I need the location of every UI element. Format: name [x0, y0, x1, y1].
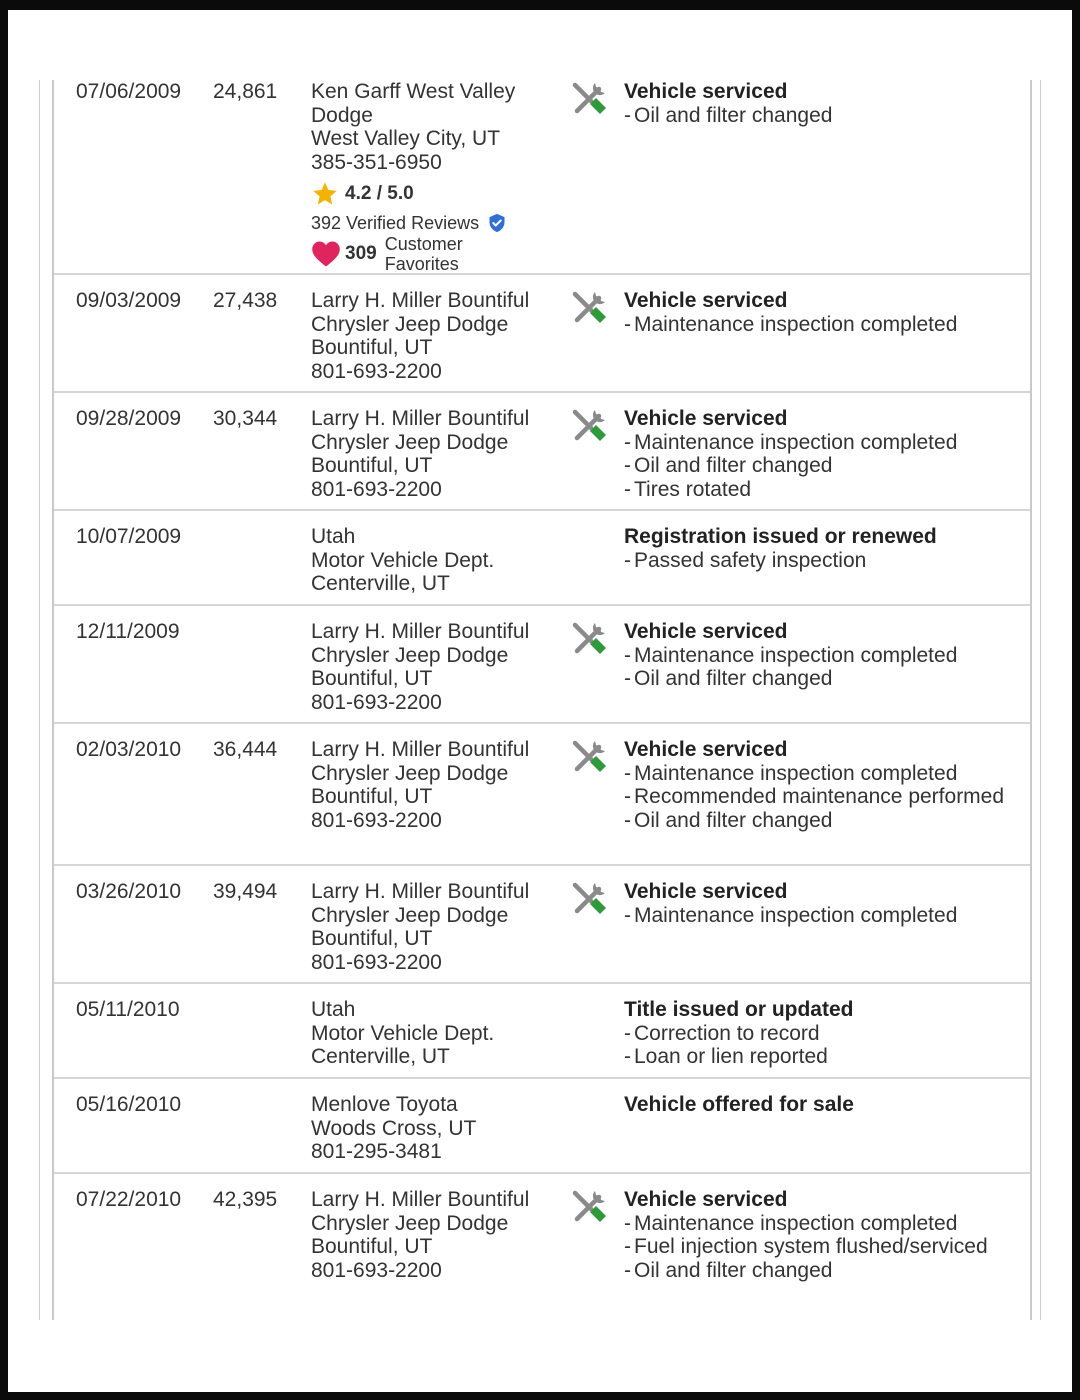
- detail-item: [624, 1235, 1024, 1259]
- service-tools-icon: [568, 878, 610, 920]
- favorites-label-line: Customer: [384, 234, 463, 254]
- detail-item-text: Recommended maintenance performed: [634, 785, 1005, 808]
- detail-item: [624, 762, 1024, 786]
- row-details: [624, 289, 1024, 336]
- source-line: Woods Cross, UT: [311, 1116, 477, 1140]
- source-line: Chrysler Jeep Dodge: [311, 1211, 509, 1235]
- source-line: Centerville, UT: [311, 1045, 450, 1068]
- row-date: 03/26/2010: [76, 880, 182, 903]
- detail-item-text: Loan or lien reported: [634, 1045, 828, 1068]
- detail-item: [624, 104, 1024, 128]
- detail-title: Registration issued or renewed: [624, 525, 937, 548]
- source-line: Chrysler Jeep Dodge: [311, 643, 509, 667]
- verified-badge-icon: [487, 213, 507, 233]
- row-date: 02/03/2010: [76, 738, 182, 761]
- row-details: [624, 1093, 1024, 1117]
- detail-title: Vehicle serviced: [624, 1188, 788, 1211]
- detail-item: [624, 809, 1024, 833]
- source-line: Chrysler Jeep Dodge: [311, 761, 509, 785]
- page-rule-left: [39, 80, 40, 1320]
- row-details: [624, 525, 1024, 572]
- detail-item-text: Passed safety inspection: [634, 548, 867, 572]
- detail-item-text: Fuel injection system flushed/serviced: [634, 1235, 988, 1258]
- detail-item: [624, 1259, 1024, 1283]
- heart-icon: [311, 240, 341, 268]
- source-line: Larry H. Miller Bountiful: [311, 1188, 530, 1211]
- source-line: Utah: [311, 998, 356, 1021]
- source-line: 801-295-3481: [311, 1140, 442, 1163]
- row-date: 07/06/2009: [76, 80, 182, 103]
- report-page: [8, 10, 1072, 1392]
- row-mileage: 36,444: [213, 738, 278, 761]
- source-line: Utah: [311, 525, 356, 548]
- row-source: [311, 1188, 561, 1282]
- row-details: [624, 620, 1024, 691]
- favorites-label-line: Favorites: [384, 254, 459, 274]
- star-icon: [311, 180, 339, 208]
- history-row: [54, 724, 1030, 866]
- detail-item-text: Oil and filter changed: [634, 667, 833, 690]
- verified-reviews-text: 392 Verified Reviews: [311, 213, 480, 233]
- page-rule-right: [1040, 80, 1041, 1320]
- source-line: 385-351-6950: [311, 150, 442, 174]
- source-line: Dodge: [311, 103, 373, 127]
- detail-item: [624, 431, 1024, 455]
- history-row: [54, 511, 1030, 606]
- row-mileage: 30,344: [213, 407, 278, 430]
- source-line: Larry H. Miller Bountiful: [311, 880, 530, 903]
- detail-title: Vehicle offered for sale: [624, 1093, 854, 1116]
- row-mileage: 24,861: [213, 80, 278, 103]
- history-row: [54, 866, 1030, 984]
- source-line: Larry H. Miller Bountiful: [311, 620, 530, 643]
- rating-score: 4.2 / 5.0: [345, 183, 414, 205]
- source-line: Larry H. Miller Bountiful: [311, 289, 530, 312]
- row-date: 12/11/2009: [76, 620, 180, 643]
- detail-item: [624, 1212, 1024, 1236]
- row-details: [624, 880, 1024, 927]
- row-date: 09/28/2009: [76, 407, 182, 430]
- source-line: Bountiful, UT: [311, 927, 433, 950]
- source-line: Ken Garff West Valley: [311, 80, 516, 103]
- history-row: [54, 80, 1030, 275]
- detail-item: [624, 549, 1024, 573]
- row-source: [311, 1093, 561, 1164]
- row-details: [624, 1188, 1024, 1282]
- service-tools-icon: [568, 80, 610, 120]
- row-source: [311, 738, 561, 832]
- source-line: Bountiful, UT: [311, 667, 433, 690]
- service-tools-icon: [568, 736, 610, 778]
- detail-item-text: Maintenance inspection completed: [634, 312, 958, 336]
- row-details: [624, 738, 1024, 832]
- source-line: 801-693-2200: [311, 808, 442, 832]
- source-line: 801-693-2200: [311, 950, 442, 974]
- detail-title: Title issued or updated: [624, 998, 854, 1021]
- detail-item-text: Correction to record: [634, 1021, 820, 1045]
- service-tools-icon: [568, 1186, 610, 1228]
- service-tools-icon: [568, 287, 610, 329]
- detail-item-text: Oil and filter changed: [634, 454, 833, 477]
- row-details: [624, 407, 1024, 501]
- dealer-rating: [311, 180, 561, 208]
- detail-item: [624, 454, 1024, 478]
- detail-item: [624, 904, 1024, 928]
- history-row: [54, 1174, 1030, 1316]
- row-date: 07/22/2010: [76, 1188, 182, 1211]
- source-line: Bountiful, UT: [311, 1235, 433, 1258]
- row-date: 10/07/2009: [76, 525, 182, 548]
- detail-item: [624, 1045, 1024, 1069]
- verified-reviews[interactable]: [311, 212, 561, 234]
- detail-title: Vehicle serviced: [624, 289, 788, 312]
- source-line: Motor Vehicle Dept.: [311, 548, 495, 572]
- detail-item: [624, 478, 1024, 502]
- row-source: [311, 525, 561, 596]
- source-line: Bountiful, UT: [311, 336, 433, 359]
- detail-item: [624, 313, 1024, 337]
- row-details: [624, 998, 1024, 1069]
- detail-item-text: Maintenance inspection completed: [634, 1211, 958, 1235]
- detail-item-text: Maintenance inspection completed: [634, 430, 958, 454]
- source-line: West Valley City, UT: [311, 127, 501, 150]
- row-source: [311, 289, 561, 383]
- row-source: [311, 880, 561, 974]
- service-tools-icon: [568, 405, 610, 447]
- row-date: 05/16/2010: [76, 1093, 182, 1116]
- detail-item-text: Oil and filter changed: [634, 1258, 833, 1282]
- row-date: 09/03/2009: [76, 289, 182, 312]
- row-mileage: 39,494: [213, 880, 278, 903]
- row-source: [311, 80, 561, 274]
- detail-item: [624, 785, 1024, 809]
- history-row: [54, 393, 1030, 511]
- source-line: Motor Vehicle Dept.: [311, 1021, 495, 1045]
- detail-title: Vehicle serviced: [624, 620, 788, 643]
- row-source: [311, 998, 561, 1069]
- favorites-count: 309: [345, 243, 377, 265]
- service-tools-icon: [568, 618, 610, 660]
- source-line: Larry H. Miller Bountiful: [311, 738, 530, 761]
- favorites-label: [385, 234, 463, 274]
- row-details: [624, 80, 1024, 127]
- history-row: [54, 984, 1030, 1079]
- source-line: Chrysler Jeep Dodge: [311, 312, 509, 336]
- detail-item-text: Oil and filter changed: [634, 808, 833, 832]
- vehicle-history-table: [52, 80, 1032, 1320]
- detail-title: Vehicle serviced: [624, 407, 788, 430]
- source-line: Chrysler Jeep Dodge: [311, 430, 509, 454]
- detail-item-text: Maintenance inspection completed: [634, 643, 958, 667]
- row-source: [311, 407, 561, 501]
- source-line: Menlove Toyota: [311, 1093, 458, 1116]
- source-line: Larry H. Miller Bountiful: [311, 407, 530, 430]
- source-line: Chrysler Jeep Dodge: [311, 903, 509, 927]
- row-mileage: 27,438: [213, 289, 278, 312]
- history-row: [54, 606, 1030, 724]
- detail-title: Vehicle serviced: [624, 738, 788, 761]
- row-source: [311, 620, 561, 714]
- row-date: 05/11/2010: [76, 998, 180, 1021]
- source-line: Centerville, UT: [311, 572, 450, 595]
- row-mileage: 42,395: [213, 1188, 278, 1211]
- history-row: [54, 1079, 1030, 1174]
- source-line: Bountiful, UT: [311, 454, 433, 477]
- customer-favorites: [311, 234, 561, 274]
- detail-item: [624, 1022, 1024, 1046]
- detail-item-text: Maintenance inspection completed: [634, 761, 958, 785]
- source-line: 801-693-2200: [311, 1258, 442, 1282]
- detail-item-text: Tires rotated: [634, 477, 752, 501]
- source-line: 801-693-2200: [311, 359, 442, 383]
- source-line: Bountiful, UT: [311, 785, 433, 808]
- detail-item: [624, 644, 1024, 668]
- history-row: [54, 275, 1030, 393]
- detail-item: [624, 667, 1024, 691]
- source-line: 801-693-2200: [311, 477, 442, 501]
- detail-title: Vehicle serviced: [624, 80, 788, 103]
- detail-title: Vehicle serviced: [624, 880, 788, 903]
- source-line: 801-693-2200: [311, 690, 442, 714]
- detail-item-text: Maintenance inspection completed: [634, 903, 958, 927]
- detail-item-text: Oil and filter changed: [634, 103, 833, 127]
